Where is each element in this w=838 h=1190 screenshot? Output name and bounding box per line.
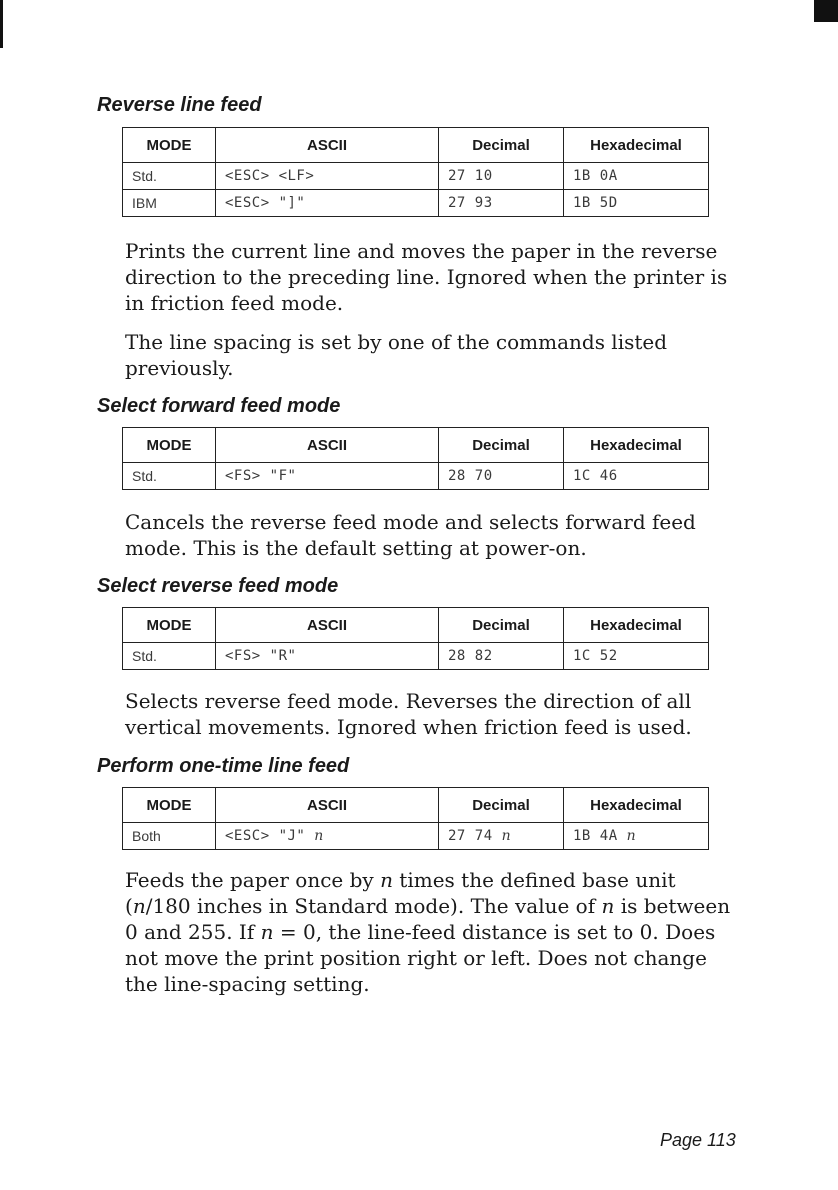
cell-mode: Both	[123, 823, 216, 850]
cell-ascii: <FS> "R"	[216, 643, 439, 670]
heading-perform-one-time-line-feed: Perform one-time line feed	[97, 755, 350, 777]
page-number: Page 113	[660, 1130, 736, 1150]
header-ascii: ASCII	[216, 608, 439, 643]
header-decimal: Decimal	[439, 788, 564, 823]
table-row	[123, 643, 709, 670]
parameter-n: n	[314, 828, 324, 844]
table-header-row	[123, 428, 709, 463]
heading-select-forward-feed-mode: Select forward feed mode	[97, 395, 341, 417]
cell-ascii: <ESC> "]"	[216, 190, 439, 217]
cell-ascii	[216, 823, 439, 850]
cell-hex: 1B 5D	[564, 190, 709, 217]
header-ascii: ASCII	[216, 128, 439, 163]
cell-ascii: <ESC> <LF>	[216, 163, 439, 190]
header-decimal: Decimal	[439, 428, 564, 463]
description-forward-feed: Cancels the reverse feed mode and selects forward feed mode. This is the default setting at power-on.	[125, 510, 696, 560]
note-line-spacing: The line spacing is set by one of the commands listed previously.	[125, 330, 668, 380]
ascii-command: <ESC> "J"	[225, 828, 306, 844]
cell-mode: Std.	[123, 463, 216, 490]
cell-mode: Std.	[123, 643, 216, 670]
cell-decimal: 27 10	[439, 163, 564, 190]
description-reverse-feed: Selects reverse feed mode. Reverses the direction of all vertical movements. Ignored when friction feed is used.	[125, 689, 692, 739]
table-row	[123, 163, 709, 190]
cell-ascii: <FS> "F"	[216, 463, 439, 490]
cell-decimal: 28 70	[439, 463, 564, 490]
header-hexadecimal: Hexadecimal	[564, 428, 709, 463]
header-hexadecimal: Hexadecimal	[564, 128, 709, 163]
header-mode: MODE	[123, 128, 216, 163]
cell-decimal	[439, 823, 564, 850]
description-reverse-line-feed: Prints the current line and moves the paper in the reverse direction to the preceding line. Ignored when the printer is in friction feed mode.	[125, 239, 728, 315]
table-row	[123, 823, 709, 850]
table-row	[123, 463, 709, 490]
cell-hex	[564, 823, 709, 850]
header-ascii: ASCII	[216, 788, 439, 823]
description-one-time-line-feed: Feeds the paper once by n times the defined base unit (n/180 inches in Standard mode). The value of n is between 0 and 255. If n = 0, the line-feed distance is set to 0. Does not move the print position right or left. Does not change the line-spacing setting.	[125, 868, 731, 996]
heading-reverse-line-feed: Reverse line feed	[97, 94, 262, 116]
header-hexadecimal: Hexadecimal	[564, 608, 709, 643]
header-decimal: Decimal	[439, 128, 564, 163]
header-mode: MODE	[123, 788, 216, 823]
heading-select-reverse-feed-mode: Select reverse feed mode	[97, 575, 339, 597]
scan-edge-mark-right	[814, 0, 838, 22]
command-table-forward-feed	[122, 427, 709, 490]
cell-decimal: 28 82	[439, 643, 564, 670]
header-mode: MODE	[123, 428, 216, 463]
table-header-row	[123, 788, 709, 823]
parameter-n: n	[626, 828, 637, 844]
header-decimal: Decimal	[439, 608, 564, 643]
table-header-row	[123, 128, 709, 163]
hex-command: 1B 4A	[573, 828, 618, 844]
cell-hex: 1C 46	[564, 463, 709, 490]
cell-hex: 1C 52	[564, 643, 709, 670]
header-hexadecimal: Hexadecimal	[564, 788, 709, 823]
cell-mode: Std.	[123, 163, 216, 190]
cell-decimal: 27 93	[439, 190, 564, 217]
table-row	[123, 190, 709, 217]
parameter-n: n	[501, 828, 512, 844]
cell-hex: 1B 0A	[564, 163, 709, 190]
decimal-command: 27 74	[448, 828, 493, 844]
command-table-reverse-line-feed	[122, 127, 709, 217]
command-table-one-time-line-feed	[122, 787, 709, 850]
cell-mode: IBM	[123, 190, 216, 217]
table-header-row	[123, 608, 709, 643]
header-ascii: ASCII	[216, 428, 439, 463]
command-table-reverse-feed	[122, 607, 709, 670]
header-mode: MODE	[123, 608, 216, 643]
scan-edge-mark-left	[0, 0, 3, 48]
